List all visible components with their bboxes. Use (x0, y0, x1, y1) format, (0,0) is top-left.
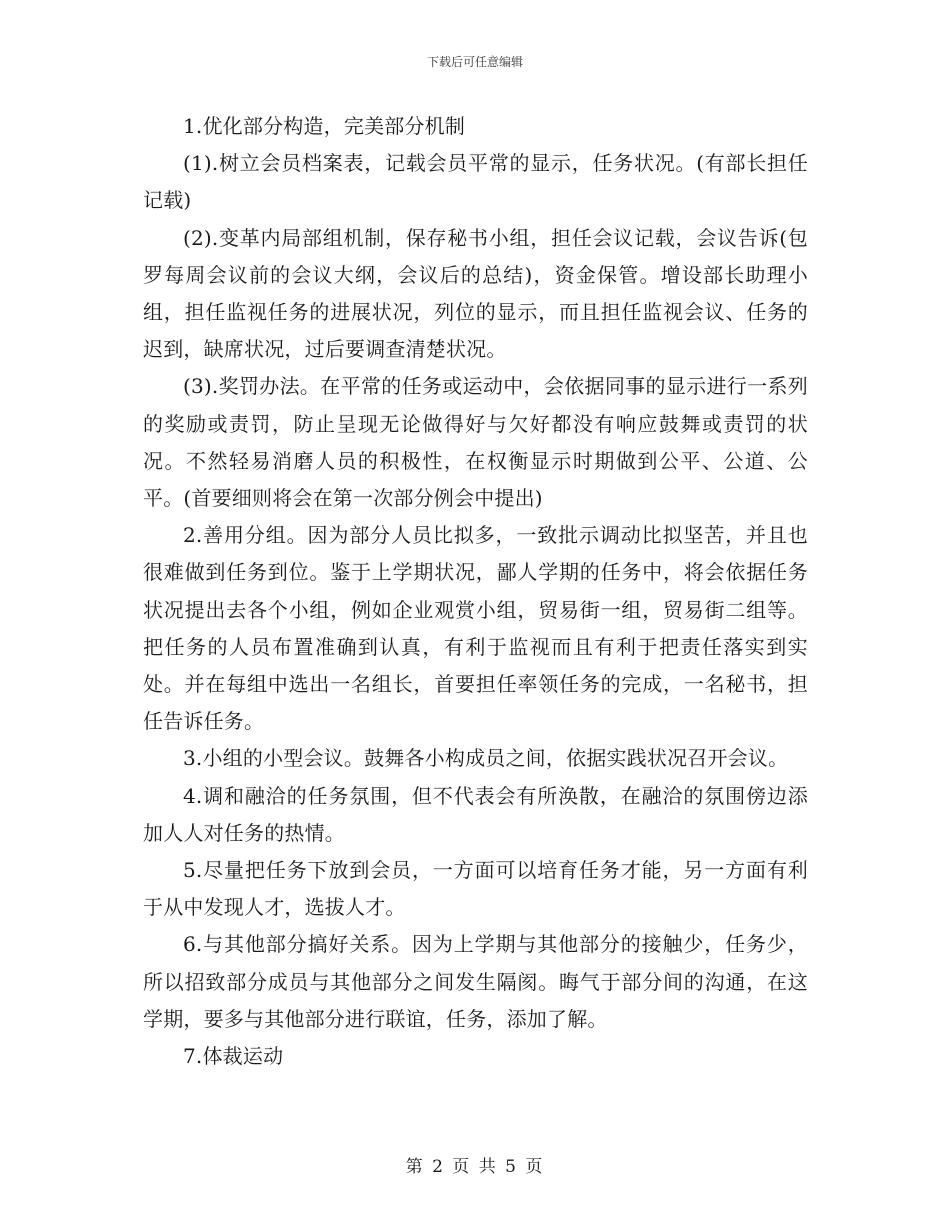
paragraph-9: 6.与其他部分搞好关系。因为上学期与其他部分的接触少，任务少，所以招致部分成员与其他部分之间发生隔阂。晦气于部分间的沟通，在这学期，要多与其他部分进行联谊，任务，添加了解。 (143, 932, 808, 1031)
paragraph-4: (3).奖罚办法。在平常的任务或运动中，会依据同事的显示进行一系列的奖励或责罚，防止呈现无论做得好与欠好都没有响应鼓舞或责罚的状况。不然轻易消磨人员的积极性，在权衡显示时期做到公平、公道、公平。(首要细则将会在第一次部分例会中提出) (143, 374, 808, 511)
paragraph-1: 1.优化部分构造，完美部分机制 (183, 114, 466, 138)
paragraph-8: 5.尽量把任务下放到会员，一方面可以培育任务才能，另一方面有利于从中发现人才，选拔人才。 (143, 858, 808, 920)
paragraph-2: (1).树立会员档案表，记载会员平常的显示，任务状况。(有部长担任记载) (143, 151, 808, 213)
paragraph-7: 4.调和融洽的任务氛围，但不代表会有所涣散，在融洽的氛围傍边添加人人对任务的热情。 (143, 783, 808, 845)
paragraph-10: 7.体裁运动 (183, 1044, 284, 1069)
paragraph-5: 2.善用分组。因为部分人员比拟多，一致批示调动比拟坚苦，并且也很难做到任务到位。鉴于上学期状况，鄙人学期的任务中，将会依据任务状况提出去各个小组，例如企业观赏小组，贸易街一组，贸易街二组等。把任务的人员布置准确到认真，有利于监视而且有利于把责任落实到实处。并在每组中选出一名组长，首要担任率领任务的完成，一名秘书，担任告诉任务。 (143, 523, 808, 734)
document-body (143, 108, 808, 1075)
page-header: 下载后可任意编辑 (426, 55, 523, 69)
page-footer: 第 2 页 共 5 页 (405, 1157, 545, 1177)
paragraph-3: (2).变革内局部组机制，保存秘书小组，担任会议记载，会议告诉(包罗每周会议前的会议大纲，会议后的总结)，资金保管。增设部长助理小组，担任监视任务的进展状况，列位的显示，而且担任监视会议、任务的迟到，缺席状况，过后要调查清楚状况。 (143, 225, 808, 362)
paragraph-6: 3.小组的小型会议。鼓舞各小构成员之间，依据实践状况召开会议。 (183, 746, 789, 771)
